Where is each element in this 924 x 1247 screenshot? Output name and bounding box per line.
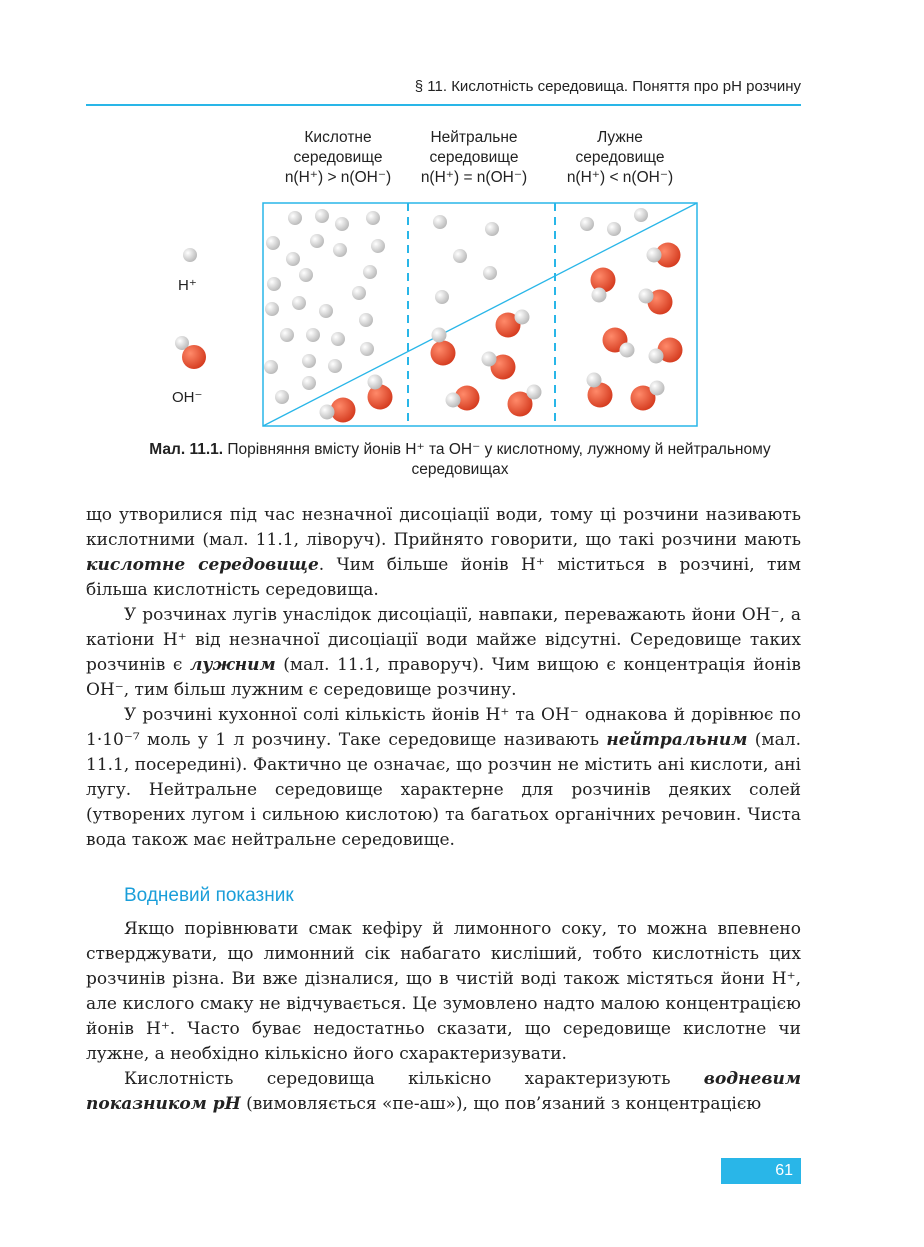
body-text-top bbox=[86, 503, 801, 853]
emphasis: лужним bbox=[189, 655, 276, 675]
h-ion bbox=[359, 313, 373, 327]
column-heading-line: Нейтральне bbox=[430, 129, 518, 146]
h-ion bbox=[433, 215, 447, 229]
oh-ion bbox=[587, 373, 613, 408]
h-ion bbox=[264, 360, 278, 374]
oh-ion bbox=[631, 381, 665, 411]
h-ion bbox=[607, 222, 621, 236]
oh-ion bbox=[320, 398, 356, 423]
ion-comparison-figure bbox=[160, 195, 720, 435]
h-ion bbox=[435, 290, 449, 304]
oh-ion bbox=[496, 310, 530, 338]
h-ion bbox=[352, 286, 366, 300]
oh-ion bbox=[508, 385, 542, 417]
legend-h-icon bbox=[183, 248, 197, 262]
h-ion bbox=[302, 376, 316, 390]
h-ion bbox=[453, 249, 467, 263]
column-heading-line: середовище bbox=[429, 149, 519, 166]
h-ion bbox=[580, 217, 594, 231]
legend-h-label: H⁺ bbox=[178, 277, 197, 294]
column-heading-line: середовище bbox=[293, 149, 383, 166]
page-number: 61 bbox=[721, 1158, 801, 1184]
running-header: § 11. Кислотність середовища. Поняття про рН розчину bbox=[414, 78, 801, 95]
column-heading-line: Кислотне bbox=[304, 129, 372, 146]
paragraph: Кислотність середовища кількісно характеризують водневим показником pH (вимовляється «пе-аш»), що пов’язаний з концентрацією bbox=[86, 1069, 801, 1114]
h-ion bbox=[302, 354, 316, 368]
emphasis: нейтральним bbox=[606, 730, 748, 750]
column-heading-line: середовище bbox=[575, 149, 665, 166]
h-ion bbox=[319, 304, 333, 318]
h-ion bbox=[335, 217, 349, 231]
paragraph: що утворилися під час незначної дисоціації води, тому ці розчини називають кислотними (мал. 11.1, ліворуч). Прийнято говорити, що такі розчини мають кислотне середовище. Чим більше йонів H⁺ міститься в розчині, тим більша кислотність середовища. bbox=[86, 505, 801, 600]
body-text-bottom bbox=[86, 917, 801, 1117]
oh-ion bbox=[431, 328, 456, 366]
caption-label: Мал. 11.1. bbox=[149, 441, 224, 458]
oh-ion bbox=[446, 386, 480, 411]
emphasis: водневим показником pH bbox=[86, 1069, 801, 1114]
oh-ion bbox=[639, 289, 673, 315]
oh-ion bbox=[647, 243, 681, 268]
h-ion bbox=[306, 328, 320, 342]
column-formula: n(H⁺) < n(OH⁻) bbox=[566, 169, 674, 186]
paragraph: У розчині кухонної солі кількість йонів H⁺ та OH⁻ однакова й дорівнює по 1·10⁻⁷ моль у 1 л розчину. Таке середовище називають нейтральним (мал. 11.1, посередині). Фактично це означає, що розчин не містить ані кислоти, ані лугу. Нейтральне середовище характерне для розчинів деяких солей (утворених лугом і сильною кислотою) та багатьох органічних речовин. Чиста вода також має нейтральне середовище. bbox=[86, 705, 801, 850]
oh-ion bbox=[603, 328, 635, 358]
oh-ion bbox=[482, 352, 516, 380]
h-ion bbox=[280, 328, 294, 342]
column-heading-neutral bbox=[399, 128, 549, 188]
paragraph: Якщо порівнювати смак кефіру й лимонного соку, то можна впевнено стверджувати, що лимонний сік набагато кисліший, тобто кислотність цих розчинів різна. Ви вже дізналися, що в чистій воді також містяться йони H⁺, але кислого смаку не відчувається. Це зумовлено надто малою концентрацією йонів H⁺. Часто буває недостатньо сказати, що середовище кислотне чи лужне, а необхідно кількісно його схарактеризувати. bbox=[86, 919, 801, 1064]
figure-caption bbox=[130, 440, 790, 480]
h-ion bbox=[299, 268, 313, 282]
h-ion bbox=[267, 277, 281, 291]
oh-ion bbox=[591, 268, 616, 303]
h-ion bbox=[286, 252, 300, 266]
column-heading-alkaline bbox=[545, 128, 695, 188]
h-ion bbox=[310, 234, 324, 248]
paragraph: У розчинах лугів унаслідок дисоціації, навпаки, переважають йони OH⁻, а катіони H⁺ від незначної дисоціації води майже відсутні. Середовище таких розчинів є лужним (мал. 11.1, праворуч). Чим вищою є концентрація йонів OH⁻, тим більш лужним є середовище розчину. bbox=[86, 605, 801, 700]
h-ion bbox=[265, 302, 279, 316]
caption-text: Порівняння вмісту йонів H⁺ та OH⁻ у кислотному, лужному й нейтральному середовищах bbox=[223, 441, 771, 478]
column-heading-line: Лужне bbox=[597, 129, 643, 146]
h-ion bbox=[371, 239, 385, 253]
legend-oh-icon bbox=[175, 336, 206, 369]
h-ion bbox=[266, 236, 280, 250]
h-ion bbox=[363, 265, 377, 279]
legend-oh-label: OH⁻ bbox=[172, 389, 203, 406]
h-ion bbox=[292, 296, 306, 310]
column-heading-acidic bbox=[263, 128, 413, 188]
h-ion bbox=[360, 342, 374, 356]
emphasis: кислотне середовище bbox=[86, 555, 319, 575]
h-ion bbox=[333, 243, 347, 257]
column-formula: n(H⁺) = n(OH⁻) bbox=[420, 169, 528, 186]
section-title: Водневий показник bbox=[124, 885, 294, 906]
h-ion bbox=[328, 359, 342, 373]
h-ion bbox=[634, 208, 648, 222]
h-ion bbox=[483, 266, 497, 280]
h-ion bbox=[485, 222, 499, 236]
h-ion bbox=[288, 211, 302, 225]
h-ion bbox=[275, 390, 289, 404]
h-ion bbox=[366, 211, 380, 225]
oh-ion bbox=[649, 338, 683, 364]
header-rule bbox=[86, 104, 801, 106]
h-ion bbox=[331, 332, 345, 346]
oh-ion bbox=[368, 375, 393, 410]
column-formula: n(H⁺) > n(OH⁻) bbox=[284, 169, 392, 186]
h-ion bbox=[315, 209, 329, 223]
